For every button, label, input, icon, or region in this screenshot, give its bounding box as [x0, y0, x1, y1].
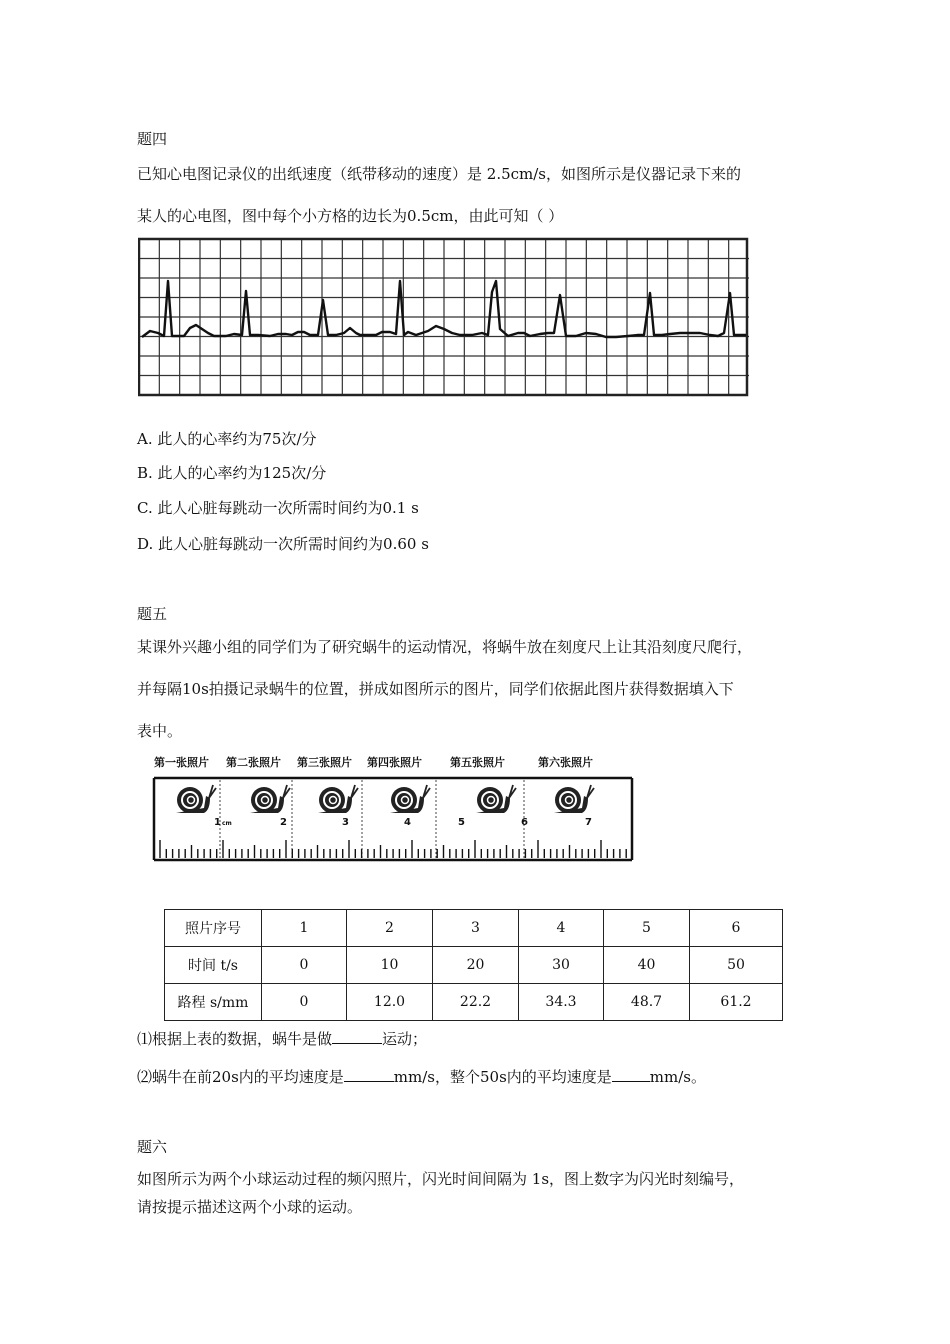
photo-label-3: 第三张照片: [297, 756, 352, 769]
snail-icon: [554, 785, 594, 813]
ruler-number-3: 3: [342, 817, 349, 828]
snail-icon: [250, 785, 290, 813]
photo-label-5: 第五张照片: [450, 756, 505, 769]
q5-stem-line3: 表中。: [137, 722, 183, 740]
ruler-number-5: 5: [458, 817, 465, 828]
answer-blank-3[interactable]: [612, 1067, 650, 1082]
q4-stem-line1: 已知心电图记录仪的出纸速度（纸带移动的速度）是 2.5cm/s，如图所示是仪器记录下来的: [137, 165, 742, 183]
q5-stem-line1: 某课外兴趣小组的同学们为了研究蜗牛的运动情况，将蜗牛放在刻度尺上让其沿刻度尺爬行，: [137, 638, 753, 656]
ecg-grid: [139, 239, 749, 395]
photo-label-1: 第一张照片: [154, 756, 209, 769]
ruler-number-4: 4: [404, 817, 411, 828]
ruler-number-6: 6: [521, 817, 528, 828]
row-header: 路程 s/mm: [165, 984, 262, 1021]
row-header: 照片序号: [165, 910, 262, 947]
q5-sub2-suffix: mm/s。: [649, 1068, 706, 1086]
q6-title: 题六: [137, 1138, 168, 1156]
table-cell: 20: [433, 947, 519, 984]
photo-label-2: 第二张照片: [226, 756, 281, 769]
photo-label-4: 第四张照片: [367, 756, 422, 769]
table-cell: 0: [262, 947, 347, 984]
ruler-ticks: [160, 840, 626, 858]
answer-blank-1[interactable]: [332, 1029, 382, 1044]
table-cell: 50: [690, 947, 783, 984]
snail-data-table: [164, 909, 783, 1021]
table-cell: 48.7: [604, 984, 690, 1021]
table-row: [165, 984, 783, 1021]
table-cell: 0: [262, 984, 347, 1021]
ruler-number-1: 1: [214, 817, 221, 828]
q5-sub2-prefix: ⑵蜗牛在前20s内的平均速度是: [137, 1068, 344, 1086]
table-row: [165, 947, 783, 984]
q5-title: 题五: [137, 605, 168, 623]
snail-icon: [476, 785, 516, 813]
table-cell: 34.3: [519, 984, 604, 1021]
table-cell: 1: [262, 910, 347, 947]
q5-sub1: [137, 1028, 427, 1049]
table-cell: 2: [347, 910, 433, 947]
q4-option-a: A. 此人的心率约为75次/分: [137, 430, 317, 448]
q5-sub2-mid: mm/s，整个50s内的平均速度是: [393, 1068, 612, 1086]
q6-stem-line2: 请按提示描述这两个小球的运动。: [137, 1198, 363, 1216]
q4-title: 题四: [137, 130, 168, 148]
q4-option-d: D. 此人心脏每跳动一次所需时间约为0.60 s: [137, 535, 429, 553]
q6-stem-line1: 如图所示为两个小球运动过程的频闪照片，闪光时间间隔为 1s，图上数字为闪光时刻编号，: [137, 1170, 745, 1188]
q5-sub2: [137, 1066, 706, 1087]
snail-ruler-figure: [152, 752, 634, 866]
table-cell: 4: [519, 910, 604, 947]
table-cell: 10: [347, 947, 433, 984]
ruler-unit: cm: [222, 820, 232, 827]
table-cell: 30: [519, 947, 604, 984]
table-cell: 40: [604, 947, 690, 984]
snail-icon: [390, 785, 430, 813]
q4-option-b: B. 此人的心率约为125次/分: [137, 464, 327, 482]
photo-label-6: 第六张照片: [538, 756, 593, 769]
q4-option-c: C. 此人心脏每跳动一次所需时间约为0.1 s: [137, 499, 419, 517]
snail-icon: [176, 785, 216, 813]
ruler-number-7: 7: [585, 817, 592, 828]
q4-stem-line2: 某人的心电图，图中每个小方格的边长为0.5cm，由此可知（ ）: [137, 207, 564, 225]
table-cell: 3: [433, 910, 519, 947]
snails: [176, 785, 594, 813]
answer-blank-2[interactable]: [344, 1067, 394, 1082]
q5-sub1-suffix: 运动；: [382, 1030, 428, 1048]
ecg-chart: [138, 237, 750, 399]
table-cell: 6: [690, 910, 783, 947]
q5-sub1-prefix: ⑴根据上表的数据，蜗牛是做: [137, 1030, 333, 1048]
table-cell: 61.2: [690, 984, 783, 1021]
ruler-number-2: 2: [280, 817, 287, 828]
table-cell: 5: [604, 910, 690, 947]
table-cell: 12.0: [347, 984, 433, 1021]
snail-icon: [318, 785, 358, 813]
q5-stem-line2: 并每隔10s拍摄记录蜗牛的位置，拼成如图所示的图片，同学们依据此图片获得数据填入下: [137, 680, 734, 698]
table-row: [165, 910, 783, 947]
row-header: 时间 t/s: [165, 947, 262, 984]
table-cell: 22.2: [433, 984, 519, 1021]
